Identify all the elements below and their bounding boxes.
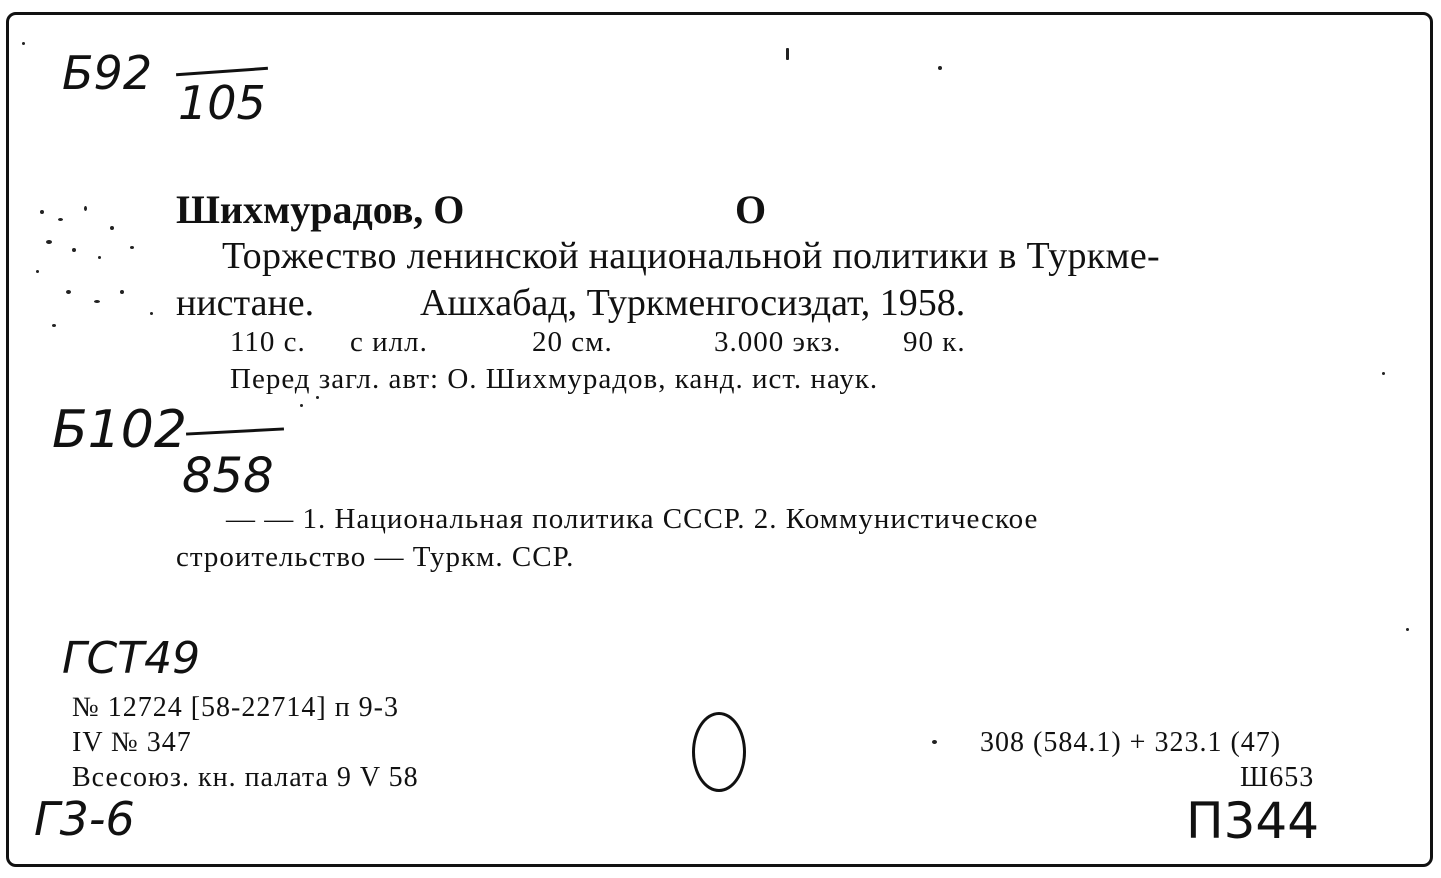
handwritten-bottom-right-mark: П344 [1186, 792, 1320, 850]
author-note: Перед загл. авт: О. Шихмурадов, канд. ист. наук. [230, 363, 879, 395]
subjects-line-1: — — 1. Национальная политика СССР. 2. Коммунистическое [226, 503, 1039, 535]
footer-chamber: Всесоюз. кн. палата 9 V 58 [72, 762, 419, 793]
handwritten-bottom-left-mark: Г3-6 [34, 792, 135, 846]
handwritten-shelf-mark-top: Б92 [62, 46, 153, 100]
handwritten-number-middle: 858 [182, 448, 274, 504]
author-name: Шихмурадов, О [176, 187, 465, 232]
title-line-1: Торжество ленинской национальной политики в Туркме- [222, 235, 1160, 277]
copies: 3.000 экз. [714, 326, 842, 358]
title-line-2-start: нистане. [176, 282, 315, 324]
size: 20 см. [532, 326, 613, 358]
illustrations: с илл. [350, 326, 428, 358]
price: 90 к. [903, 326, 966, 358]
footer-series-number: IV № 347 [72, 727, 192, 758]
classification-code: 308 (584.1) + 323.1 (47) [980, 727, 1282, 758]
card-punch-hole [692, 712, 746, 792]
subjects-line-2: строительство — Туркм. ССР. [176, 541, 575, 573]
pages: 110 с. [230, 326, 306, 358]
author-mark: Ш653 [1240, 762, 1315, 793]
author-initial: О [735, 187, 767, 232]
imprint: Ашхабад, Туркменгосиздат, 1958. [420, 282, 966, 324]
handwritten-number-top: 105 [178, 76, 266, 130]
handwritten-shelf-mark-middle: Б102 [52, 400, 187, 460]
handwritten-gst-mark: ГСТ49 [62, 633, 201, 684]
footer-record-number: № 12724 [58-22714] п 9-3 [72, 692, 399, 723]
